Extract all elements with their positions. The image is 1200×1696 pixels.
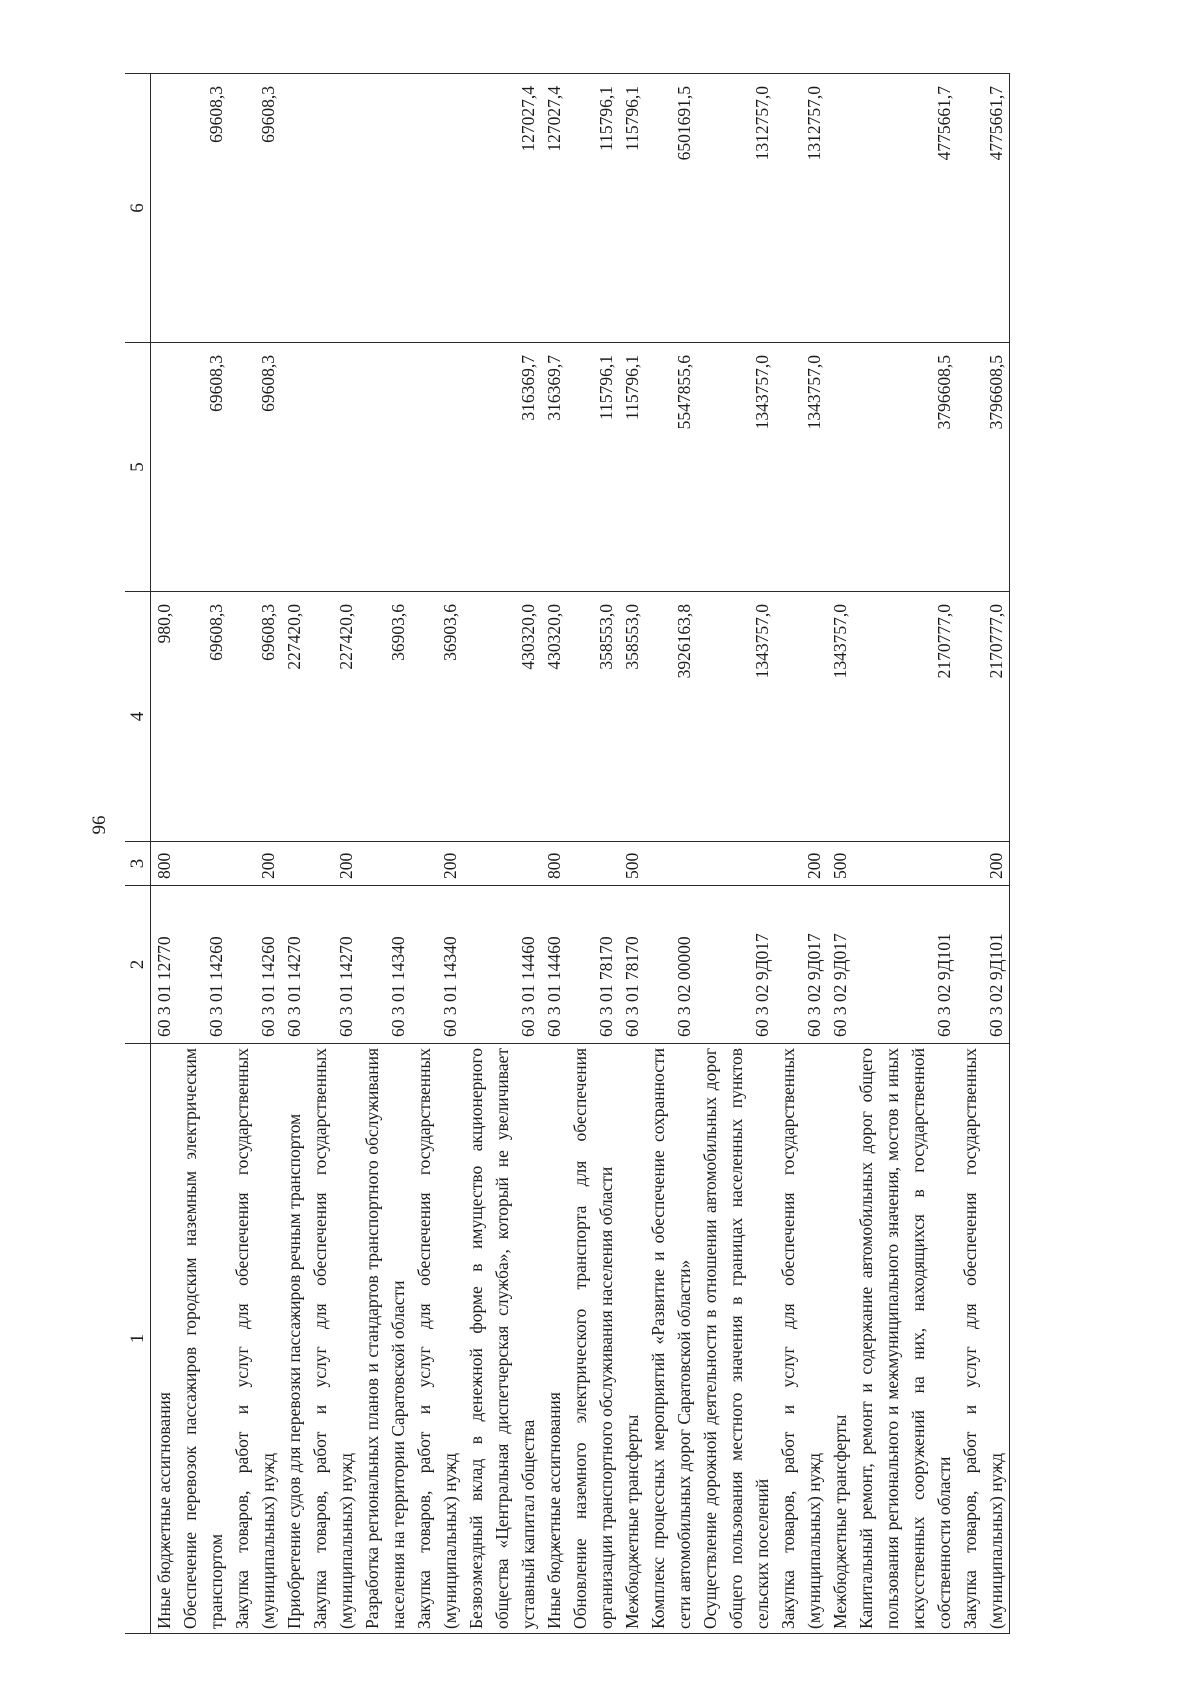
row-vr: 800 <box>541 842 567 886</box>
row-name: Закупка товаров, работ и услуг для обеспечения государственных (муниципальных) нужд <box>775 1044 827 1634</box>
row-value-col6 <box>281 74 307 343</box>
row-name: Разработка региональных планов и стандартов транспортного обслуживания населения на территории Саратовской области <box>359 1044 411 1634</box>
row-value-col6 <box>827 74 853 343</box>
row-name: Приобретение судов для перевозки пассажиров речным транспортом <box>281 1044 307 1634</box>
row-value-col4: 227420,0 <box>281 592 307 842</box>
row-value-col5 <box>281 343 307 592</box>
row-vr: 200 <box>775 842 827 886</box>
row-code: 60 3 01 12770 <box>151 886 178 1044</box>
row-code: 60 3 01 14340 <box>411 886 463 1044</box>
row-name: Закупка товаров, работ и услуг для обеспечения государственных (муниципальных) нужд <box>411 1044 463 1634</box>
row-name: Капитальный ремонт, ремонт и содержание автомобильных дорог общего пользования регионального и межмуниципального значения, мостов и иных искусственных сооружений на них, находящихся в государственной собственности области <box>853 1044 957 1634</box>
rotated-table-container <box>125 74 1077 1634</box>
table-row <box>827 74 853 1634</box>
table-row <box>645 74 697 1634</box>
row-vr <box>853 842 957 886</box>
table-row <box>281 74 307 1634</box>
row-name: Закупка товаров, работ и услуг для обеспечения государственных (муниципальных) нужд <box>229 1044 281 1634</box>
row-value-col6: 69608,3 <box>177 74 229 343</box>
budget-table <box>125 73 1010 1634</box>
row-value-col6: 127027,4 <box>463 74 541 343</box>
row-value-col5: 115796,1 <box>567 343 619 592</box>
row-value-col4: 2170777,0 <box>957 592 1010 842</box>
table-row <box>307 74 359 1634</box>
row-name: Закупка товаров, работ и услуг для обеспечения государственных (муниципальных) нужд <box>957 1044 1010 1634</box>
row-value-col5: 3796608,5 <box>853 343 957 592</box>
table-row <box>775 74 827 1634</box>
header-row <box>125 74 151 1634</box>
row-vr: 500 <box>827 842 853 886</box>
row-name: Осуществление дорожной деятельности в отношении автомобильных дорог общего пользования местного значения в границах населенных пунктов сельских поселений <box>697 1044 775 1634</box>
row-vr: 500 <box>619 842 645 886</box>
table-row <box>541 74 567 1634</box>
row-value-col5: 316369,7 <box>541 343 567 592</box>
row-value-col5: 69608,3 <box>177 343 229 592</box>
page-number: 96 <box>89 815 110 835</box>
table-row <box>151 74 178 1634</box>
row-code: 60 3 01 14270 <box>307 886 359 1044</box>
table-row <box>359 74 411 1634</box>
row-code: 60 3 01 14340 <box>359 886 411 1044</box>
row-value-col4: 1343757,0 <box>697 592 775 842</box>
header-col-6: 6 <box>125 74 151 343</box>
header-col-4: 4 <box>125 592 151 842</box>
row-value-col5 <box>359 343 411 592</box>
row-value-col4: 358553,0 <box>567 592 619 842</box>
header-col-3: 3 <box>125 842 151 886</box>
row-name: Межбюджетные трансферты <box>619 1044 645 1634</box>
row-value-col5: 1343757,0 <box>697 343 775 592</box>
row-value-col6: 69608,3 <box>229 74 281 343</box>
row-code: 60 3 01 14460 <box>541 886 567 1044</box>
row-name: Обеспечение перевозок пассажиров городским наземным электрическим транспортом <box>177 1044 229 1634</box>
row-vr <box>645 842 697 886</box>
table-row <box>567 74 619 1634</box>
row-value-col5 <box>151 343 178 592</box>
row-value-col4: 430320,0 <box>541 592 567 842</box>
row-value-col5 <box>307 343 359 592</box>
table-row <box>619 74 645 1634</box>
row-name: Безвозмездный вклад в денежной форме в имущество акционерного общества «Центральная диспетчерская служба», который не увеличивает уставный капитал общества <box>463 1044 541 1634</box>
row-value-col4: 69608,3 <box>177 592 229 842</box>
row-code: 60 3 02 9Д101 <box>957 886 1010 1044</box>
row-value-col5 <box>411 343 463 592</box>
row-vr <box>359 842 411 886</box>
row-name: Иные бюджетные ассигнования <box>541 1044 567 1634</box>
row-code: 60 3 02 00000 <box>645 886 697 1044</box>
table-row <box>697 74 775 1634</box>
row-value-col6 <box>151 74 178 343</box>
row-vr: 800 <box>151 842 178 886</box>
row-value-col6: 4775661,7 <box>853 74 957 343</box>
row-value-col4: 980,0 <box>151 592 178 842</box>
table-row <box>177 74 229 1634</box>
row-vr <box>697 842 775 886</box>
row-code: 60 3 01 14460 <box>463 886 541 1044</box>
row-vr <box>281 842 307 886</box>
row-value-col5: 1343757,0 <box>775 343 827 592</box>
header-col-5: 5 <box>125 343 151 592</box>
row-value-col5: 316369,7 <box>463 343 541 592</box>
header-col-1: 1 <box>125 1044 151 1634</box>
table-row <box>229 74 281 1634</box>
row-value-col4: 358553,0 <box>619 592 645 842</box>
row-value-col6: 115796,1 <box>619 74 645 343</box>
row-name: Закупка товаров, работ и услуг для обеспечения государственных (муниципальных) нужд <box>307 1044 359 1634</box>
row-vr <box>177 842 229 886</box>
row-value-col4: 1343757,0 <box>827 592 853 842</box>
row-value-col6: 1312757,0 <box>697 74 775 343</box>
row-vr: 200 <box>957 842 1010 886</box>
row-code: 60 3 01 78170 <box>567 886 619 1044</box>
row-value-col6: 4775661,7 <box>957 74 1010 343</box>
row-code: 60 3 01 14260 <box>177 886 229 1044</box>
row-value-col4 <box>775 592 827 842</box>
row-vr: 200 <box>411 842 463 886</box>
row-value-col4: 430320,0 <box>463 592 541 842</box>
row-value-col6 <box>411 74 463 343</box>
row-code: 60 3 02 9Д017 <box>697 886 775 1044</box>
row-value-col4: 69608,3 <box>229 592 281 842</box>
row-name: Комплекс процессных мероприятий «Развитие и обеспечение сохранности сети автомобильных дорог Саратовской области» <box>645 1044 697 1634</box>
row-value-col5 <box>827 343 853 592</box>
row-code: 60 3 02 9Д101 <box>853 886 957 1044</box>
row-name: Иные бюджетные ассигнования <box>151 1044 178 1634</box>
row-value-col5: 115796,1 <box>619 343 645 592</box>
row-value-col4: 227420,0 <box>307 592 359 842</box>
row-code: 60 3 02 9Д017 <box>827 886 853 1044</box>
row-value-col6: 127027,4 <box>541 74 567 343</box>
row-value-col5: 3796608,5 <box>957 343 1010 592</box>
row-value-col5: 69608,3 <box>229 343 281 592</box>
table-row <box>957 74 1010 1634</box>
row-value-col4: 36903,6 <box>359 592 411 842</box>
row-code: 60 3 01 78170 <box>619 886 645 1044</box>
row-name: Обновление наземного электрического транспорта для обеспечения организации транспортного обслуживания населения области <box>567 1044 619 1634</box>
row-value-col4: 2170777,0 <box>853 592 957 842</box>
row-value-col6 <box>359 74 411 343</box>
row-value-col6: 115796,1 <box>567 74 619 343</box>
row-value-col4: 3926163,8 <box>645 592 697 842</box>
row-code: 60 3 01 14270 <box>281 886 307 1044</box>
row-vr <box>463 842 541 886</box>
table-row <box>463 74 541 1634</box>
table-row <box>853 74 957 1634</box>
row-code: 60 3 01 14260 <box>229 886 281 1044</box>
row-code: 60 3 02 9Д017 <box>775 886 827 1044</box>
row-vr: 200 <box>307 842 359 886</box>
row-value-col6: 6501691,5 <box>645 74 697 343</box>
row-value-col5: 5547855,6 <box>645 343 697 592</box>
row-value-col6 <box>307 74 359 343</box>
header-col-2: 2 <box>125 886 151 1044</box>
row-vr: 200 <box>229 842 281 886</box>
table-row <box>411 74 463 1634</box>
row-vr <box>567 842 619 886</box>
row-name: Межбюджетные трансферты <box>827 1044 853 1634</box>
row-value-col4: 36903,6 <box>411 592 463 842</box>
row-value-col6: 1312757,0 <box>775 74 827 343</box>
